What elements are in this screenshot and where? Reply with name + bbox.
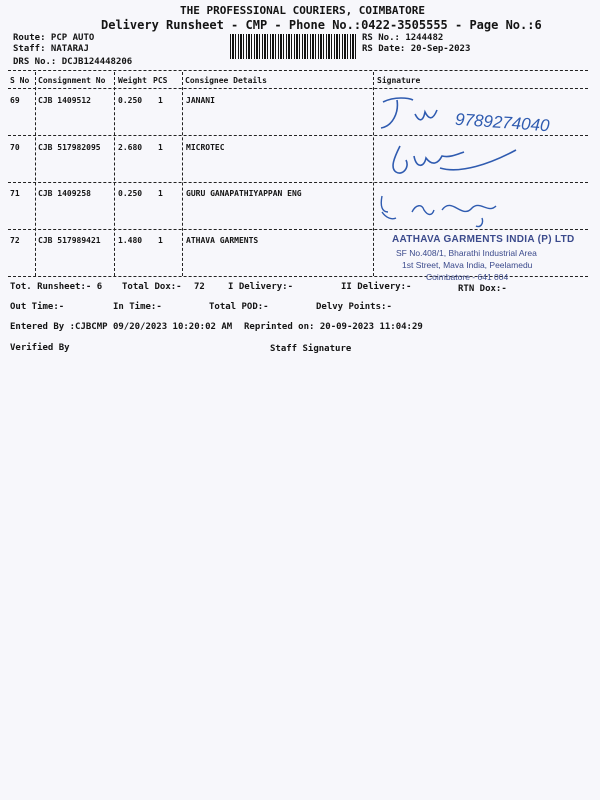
col-header-signature: Signature [377,76,421,85]
total-dox-value: 72 [194,282,205,292]
row-weight: 2.680 [118,143,143,152]
rs-date: RS Date: 20-Sep-2023 [362,44,471,54]
table-top-rule [8,70,588,71]
company-stamp-name: AATHAVA GARMENTS INDIA (P) LTD [392,234,575,245]
staff-label: Staff: NATARAJ [13,44,89,54]
row-pcs: 1 [158,143,163,152]
in-time: In Time:- [113,302,162,312]
row-pcs: 1 [158,189,163,198]
row-sno: 71 [10,189,20,198]
runsheet-subtitle: Delivery Runsheet - CMP - Phone No.:0422-3505555 - Page No.:6 [101,18,542,32]
rs-number: RS No.: 1244482 [362,33,444,43]
table-header-rule [8,88,588,89]
total-dox-label: Total Dox:- [122,282,182,292]
col-header-weight: Weight [118,76,147,85]
row-consignee: ATHAVA GARMENTS [186,236,259,245]
delvy-points: Delvy Points:- [316,302,392,312]
company-stamp-address-1: SF No.408/1, Bharathi Industrial Area [396,248,537,258]
row-consignment: CJB 1409258 [38,189,91,198]
col-header-consignment: Consignment No [38,76,106,85]
barcode-image [230,34,356,59]
total-pod: Total POD:- [209,302,269,312]
row-consignee: MICROTEC [186,143,225,152]
col-header-sno: S No [10,76,30,85]
drs-number: DRS No.: DCJB124448206 [13,57,133,67]
handwritten-phone: 9789274040 [454,109,551,136]
row-pcs: 1 [158,236,163,245]
row-sno: 70 [10,143,20,152]
row-sno: 69 [10,96,20,105]
row-consignment: CJB 1409512 [38,96,91,105]
staff-signature: Staff Signature [270,344,352,354]
row-consignee: JANANI [186,96,215,105]
column-divider [182,72,183,276]
signature-row-70 [380,138,530,184]
row-weight: 1.480 [118,236,143,245]
company-stamp-address-2: 1st Street, Mava India, Peelamedu [402,260,533,270]
row-pcs: 1 [158,96,163,105]
i-delivery: I Delivery:- [228,282,294,292]
reprinted-on: Reprinted on: 20-09-2023 11:04:29 [244,322,423,332]
row-consignee: GURU GANAPATHIYAPPAN ENG [186,189,302,198]
company-stamp-city: Coimbatore - 641 004 [426,272,509,282]
col-header-pcs: PCS [153,76,168,85]
entered-by: Entered By :CJBCMP 09/20/2023 10:20:02 AM [10,322,233,332]
column-divider [373,72,374,276]
ii-delivery: II Delivery:- [341,282,412,292]
col-header-consignee: Consignee Details [185,76,267,85]
row-consignment: CJB 517982095 [38,143,101,152]
column-divider [114,72,115,276]
verified-by: Verified By [10,343,70,353]
row-sno: 72 [10,236,20,245]
route-label: Route: PCP AUTO [13,33,95,43]
total-runsheet: Tot. Runsheet:- 6 [10,282,103,292]
row-weight: 0.250 [118,189,143,198]
column-divider [35,72,36,276]
signature-row-71 [372,190,522,230]
rtn-dox: RTN Dox:- [458,284,507,294]
row-consignment: CJB 517989421 [38,236,101,245]
out-time: Out Time:- [10,302,65,312]
row-weight: 0.250 [118,96,143,105]
company-title: THE PROFESSIONAL COURIERS, COIMBATORE [180,4,426,17]
